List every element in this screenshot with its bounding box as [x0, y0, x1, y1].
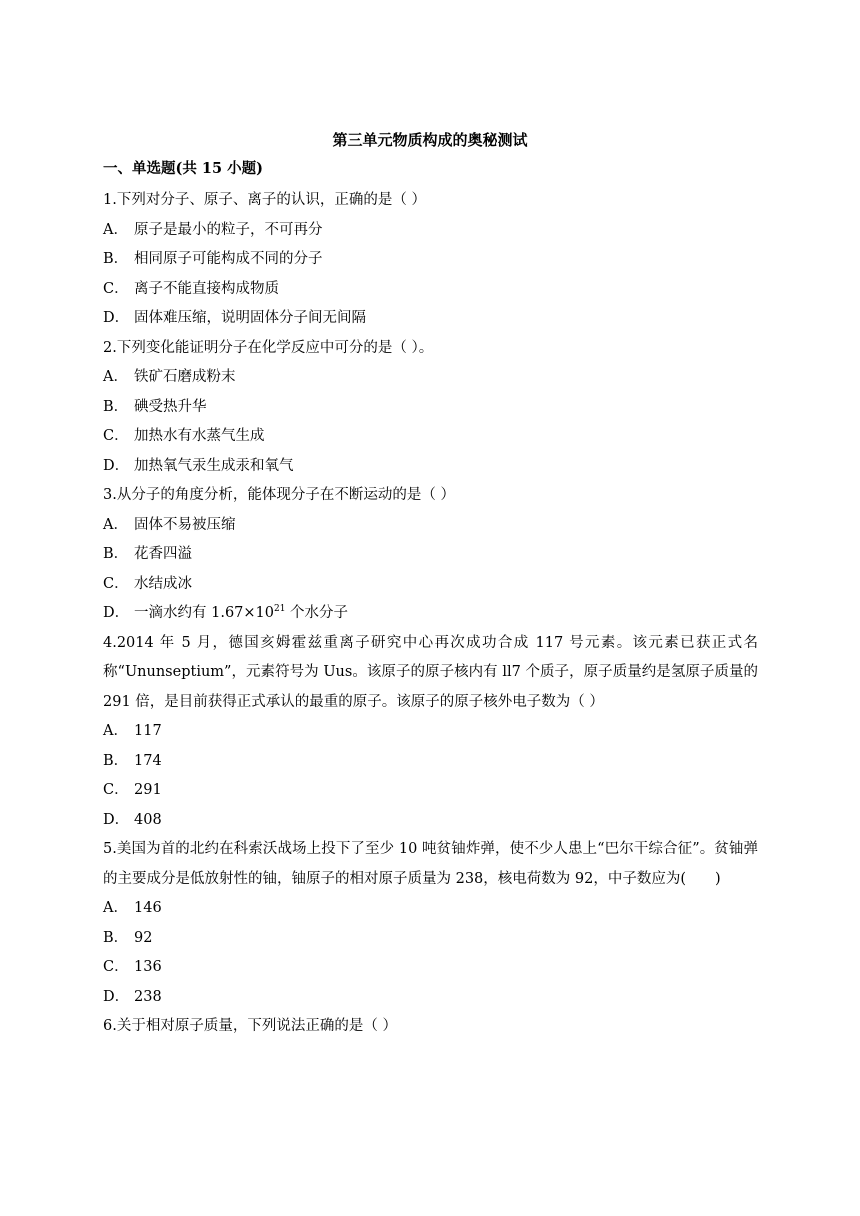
option-text: 固体不易被压缩 — [134, 516, 236, 533]
option-text: 238 — [134, 988, 162, 1005]
answer-option — [103, 275, 758, 305]
option-text: 加热氧气汞生成汞和氧气 — [134, 457, 294, 474]
answer-option — [103, 363, 758, 393]
option-text: 相同原子可能构成不同的分子 — [134, 251, 323, 267]
answer-option — [103, 806, 758, 836]
question-item — [103, 481, 758, 629]
answer-option — [103, 511, 758, 541]
option-text: 一滴水约有 1.67×10 — [134, 605, 274, 621]
answer-option — [103, 540, 758, 570]
answer-option — [103, 599, 758, 629]
option-letter: C． — [103, 959, 129, 975]
option-letter: B． — [103, 546, 129, 562]
question-stem: 1.下列对分子、原子、离子的认识，正确的是（ ） — [103, 192, 426, 208]
option-text: 291 — [134, 782, 162, 798]
option-text: 136 — [134, 959, 162, 975]
question-stem: 5.美国为首的北约在科索沃战场上投下了至少 10 吨贫铀炸弹，使不少人患上“巴尔干综合征”。贫铀弹的主要成分是低放射性的铀，铀原子的相对原子质量为 238，核电荷数为 92，中子数应为( ) — [103, 841, 758, 887]
option-letter: C． — [103, 575, 129, 592]
option-letter: D． — [103, 457, 130, 474]
option-letter: D． — [103, 811, 130, 828]
option-text: 铁矿石磨成粉末 — [134, 369, 236, 385]
option-text: 92 — [134, 929, 153, 946]
option-letter: D． — [103, 310, 130, 326]
answer-option — [103, 304, 758, 334]
option-letter: A． — [103, 723, 128, 739]
answer-option — [103, 953, 758, 983]
option-text-suffix: 个水分子 — [285, 605, 349, 621]
option-exponent: 21 — [274, 604, 286, 615]
question-item — [103, 186, 758, 334]
option-text: 离子不能直接构成物质 — [134, 280, 279, 297]
page-title: 第三单元物质构成的奥秘测试 — [332, 131, 528, 149]
option-letter: D． — [103, 605, 130, 621]
option-text: 原子是最小的粒子，不可再分 — [134, 221, 323, 238]
question-item — [103, 1012, 758, 1042]
option-letter: B． — [103, 251, 129, 267]
answer-option — [103, 570, 758, 600]
question-item — [103, 835, 758, 1012]
option-text: 花香四溢 — [134, 546, 192, 562]
document-content — [103, 157, 758, 1042]
answer-option — [103, 452, 758, 482]
option-letter: A． — [103, 516, 128, 533]
option-text: 水结成冰 — [134, 575, 192, 592]
option-letter: B． — [103, 752, 129, 769]
option-letter: A． — [103, 369, 128, 385]
answer-option — [103, 924, 758, 954]
option-letter: A． — [103, 221, 128, 238]
option-text: 固体难压缩，说明固体分子间无间隔 — [134, 310, 366, 326]
option-letter: C． — [103, 428, 129, 444]
option-text: 408 — [134, 811, 162, 828]
question-item — [103, 334, 758, 482]
answer-option — [103, 393, 758, 423]
answer-option — [103, 216, 758, 246]
answer-option — [103, 717, 758, 747]
answer-option — [103, 983, 758, 1013]
option-letter: A． — [103, 900, 128, 916]
question-stem: 2.下列变化能证明分子在化学反应中可分的是（ ）。 — [103, 339, 434, 356]
option-text: 加热水有水蒸气生成 — [134, 428, 265, 444]
answer-option — [103, 747, 758, 777]
option-text: 174 — [134, 752, 162, 769]
answer-option — [103, 245, 758, 275]
question-stem: 4.2014 年 5 月，德国亥姆霍兹重离子研究中心再次成功合成 117 号元素。该元素已获正式名称“Ununseptium”，元素符号为 Uus。该原子的原子核内有 ll7 个质子，原子质量约是氢原子质量的 291 倍，是目前获得正式承认的最重的原子。该原子的原子核外电子数为（ ） — [103, 634, 758, 710]
option-text: 146 — [134, 900, 162, 916]
option-letter: D． — [103, 988, 130, 1005]
question-list — [103, 186, 758, 1042]
answer-option — [103, 422, 758, 452]
option-letter: C． — [103, 280, 129, 297]
answer-option — [103, 894, 758, 924]
answer-option — [103, 776, 758, 806]
section-heading: 一、单选题(共 15 小题) — [103, 160, 263, 177]
option-letter: B． — [103, 929, 129, 946]
question-item — [103, 629, 758, 836]
question-stem: 3.从分子的角度分析，能体现分子在不断运动的是（ ） — [103, 487, 455, 503]
option-letter: B． — [103, 398, 129, 415]
option-letter: C． — [103, 782, 129, 798]
question-stem: 6.关于相对原子质量，下列说法正确的是（ ） — [103, 1018, 397, 1034]
option-text: 117 — [134, 723, 162, 739]
option-text: 碘受热升华 — [134, 398, 207, 415]
